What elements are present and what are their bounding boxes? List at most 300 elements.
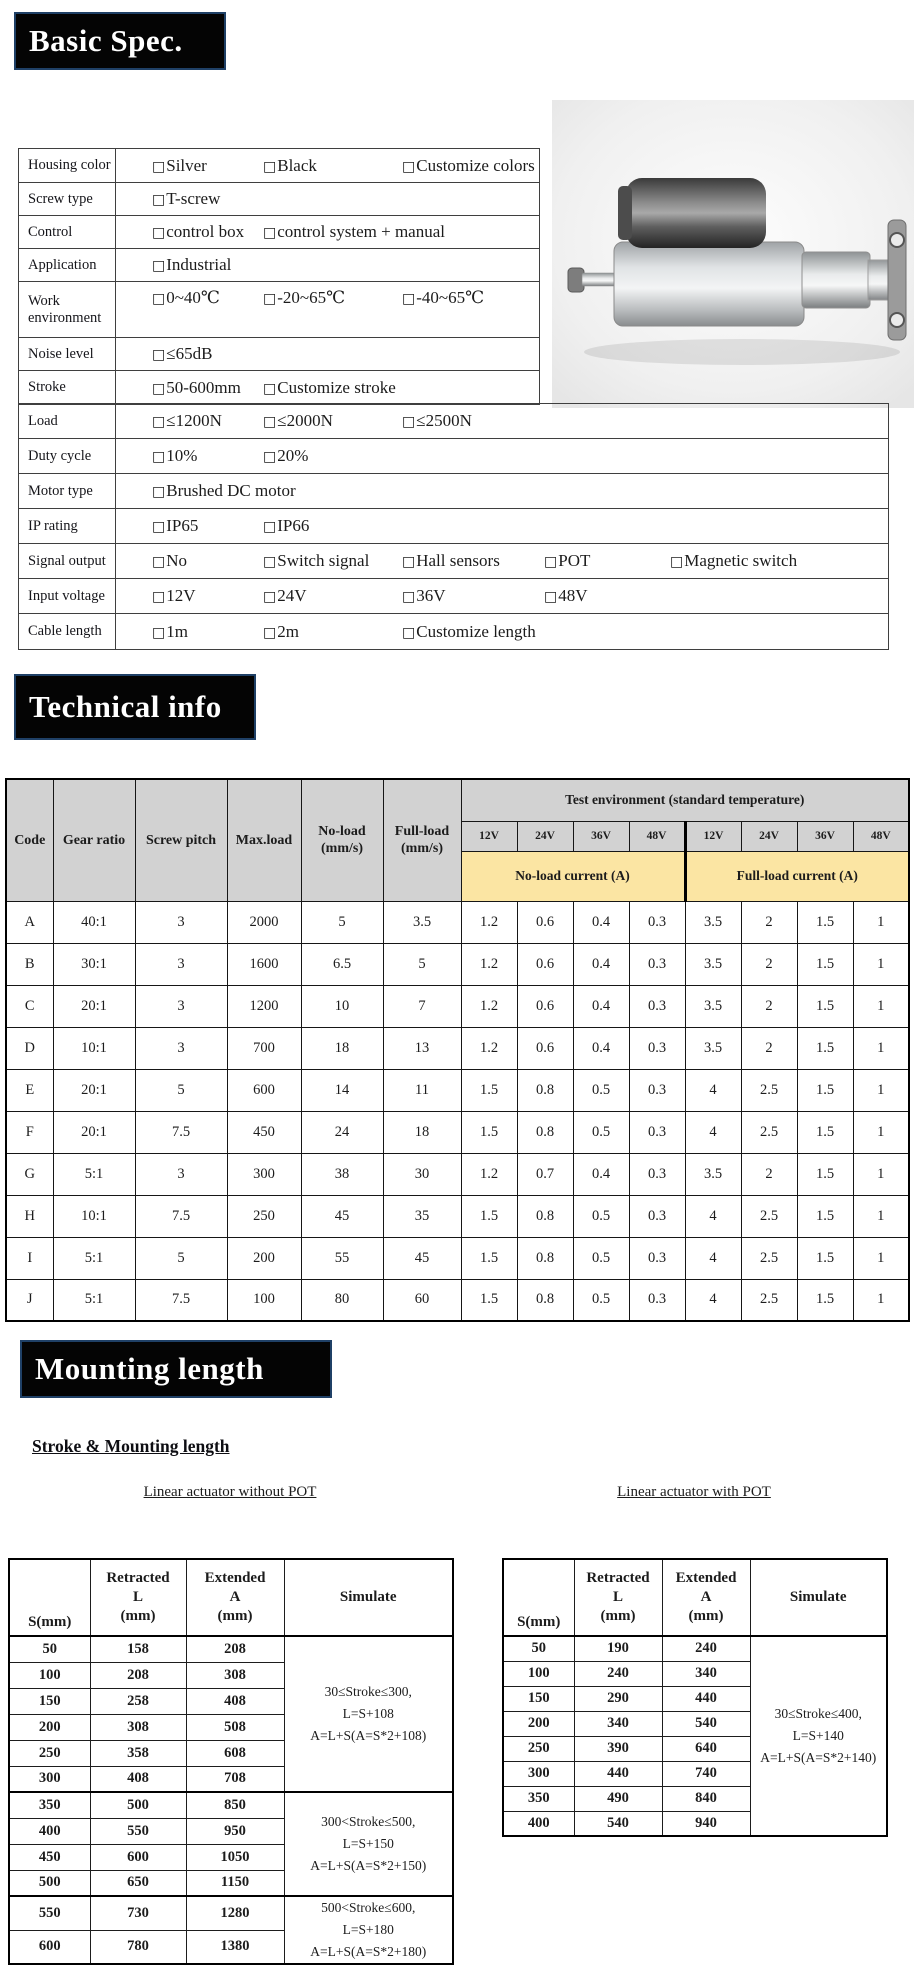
spec-row-options <box>116 404 888 438</box>
test-environment-header: Test environment (standard temperature) <box>461 779 909 821</box>
tech-cell: 24 <box>301 1111 383 1153</box>
tech-cell: 3 <box>135 1153 227 1195</box>
stroke-cell: 440 <box>662 1686 750 1711</box>
tech-cell: 3.5 <box>685 943 741 985</box>
tech-cell: 80 <box>301 1279 383 1321</box>
spec-row-label: Motor type <box>19 474 116 508</box>
tech-cell: B <box>6 943 53 985</box>
spec-row <box>19 282 539 338</box>
spec-row <box>19 371 539 404</box>
tech-cell: 0.6 <box>517 901 573 943</box>
tech-column-header: No-load (mm/s) <box>301 779 383 901</box>
tech-cell: 600 <box>227 1069 301 1111</box>
tech-cell: 0.6 <box>517 985 573 1027</box>
stroke-row <box>503 1636 887 1661</box>
tech-cell: 1.2 <box>461 985 517 1027</box>
tech-column-header: Screw pitch <box>135 779 227 901</box>
spec-option-label: control box <box>166 222 245 241</box>
actuator-motor-cap <box>618 186 632 240</box>
photo-shadow <box>584 339 900 365</box>
tech-cell: 1.5 <box>797 1279 853 1321</box>
stroke-row <box>9 1896 453 1930</box>
stroke-cell: 240 <box>574 1661 662 1686</box>
tech-cell: J <box>6 1279 53 1321</box>
stroke-cell: 500 <box>90 1792 186 1818</box>
spec-option-checkbox[interactable] <box>670 551 797 571</box>
tech-table-row <box>6 985 909 1027</box>
spec-row-label: Cable length <box>19 614 116 649</box>
stroke-mounting-subtitle: Stroke & Mounting length <box>32 1436 230 1456</box>
tech-cell: 1.2 <box>461 1153 517 1195</box>
tech-table-row <box>6 901 909 943</box>
stroke-cell: 1150 <box>186 1870 284 1896</box>
tech-cell: 20:1 <box>53 1111 135 1153</box>
tech-cell: 250 <box>227 1195 301 1237</box>
tech-cell: 1.5 <box>797 901 853 943</box>
current-group-header: Full-load current (A) <box>685 851 909 901</box>
tech-column-header: Code <box>6 779 53 901</box>
tech-cell: 3.5 <box>685 1027 741 1069</box>
spec-option-checkbox[interactable] <box>263 288 402 308</box>
tech-cell: H <box>6 1195 53 1237</box>
tech-cell: 1 <box>853 1027 909 1069</box>
spec-row-options <box>116 579 888 613</box>
spec-option-label: ≤2000N <box>277 411 333 430</box>
tech-cell: 30 <box>383 1153 461 1195</box>
tech-cell: 2.5 <box>741 1195 797 1237</box>
tech-cell: 700 <box>227 1027 301 1069</box>
tech-cell: 0.5 <box>573 1237 629 1279</box>
stroke-cell: 358 <box>90 1740 186 1766</box>
tech-table-row <box>6 1195 909 1237</box>
spec-option-checkbox[interactable] <box>152 189 263 209</box>
checkbox-icon: □ <box>263 291 277 307</box>
spec-option-checkbox[interactable] <box>152 622 263 642</box>
spec-option-label: Industrial <box>166 255 232 274</box>
stroke-cell: 550 <box>9 1896 90 1930</box>
tech-table-row <box>6 943 909 985</box>
spec-row-options <box>116 544 888 578</box>
spec-row <box>19 579 888 614</box>
spec-row-options <box>116 439 888 473</box>
spec-row-options <box>116 338 539 370</box>
tech-cell: 1.5 <box>797 943 853 985</box>
checkbox-icon: □ <box>544 589 558 605</box>
tech-cell: A <box>6 901 53 943</box>
stroke-table-without-pot <box>8 1558 454 1965</box>
tech-cell: 2 <box>741 901 797 943</box>
spec-option-checkbox[interactable] <box>263 222 445 242</box>
tech-cell: 1 <box>853 1195 909 1237</box>
spec-row <box>19 474 888 509</box>
stroke-cell: 730 <box>90 1896 186 1930</box>
actuator-housing <box>614 242 804 326</box>
spec-row-label: Control <box>19 216 116 248</box>
tech-cell: 2000 <box>227 901 301 943</box>
tech-cell: 0.4 <box>573 943 629 985</box>
stroke-cell: 208 <box>90 1662 186 1688</box>
tech-cell: 35 <box>383 1195 461 1237</box>
caption-without-pot-label: Linear actuator without POT <box>143 1484 317 1500</box>
spec-option-checkbox[interactable] <box>152 551 263 571</box>
stroke-cell: 950 <box>186 1818 284 1844</box>
tech-cell: 5 <box>301 901 383 943</box>
tech-cell: 1 <box>853 1069 909 1111</box>
spec-option-checkbox[interactable] <box>263 446 402 466</box>
spec-option-label: -20~65℃ <box>277 288 346 307</box>
spec-option-label: 10% <box>166 446 198 465</box>
tech-cell: 1.5 <box>797 1195 853 1237</box>
stroke-cell: 940 <box>662 1811 750 1836</box>
stroke-cell: 258 <box>90 1688 186 1714</box>
tech-cell: 0.8 <box>517 1069 573 1111</box>
spec-option-label: ≤1200N <box>166 411 222 430</box>
stroke-cell: 390 <box>574 1736 662 1761</box>
tech-table-row <box>6 1111 909 1153</box>
tech-cell: 4 <box>685 1069 741 1111</box>
stroke-header-extended: Extended A (mm) <box>186 1559 284 1636</box>
tech-cell: 1.5 <box>461 1069 517 1111</box>
stroke-row <box>9 1636 453 1662</box>
tech-cell: 45 <box>301 1195 383 1237</box>
spec-row-options <box>116 509 888 543</box>
spec-option-checkbox[interactable] <box>402 156 544 176</box>
tech-cell: 0.8 <box>517 1237 573 1279</box>
spec-option-checkbox[interactable] <box>152 446 263 466</box>
checkbox-icon: □ <box>544 554 558 570</box>
spec-row <box>19 183 539 216</box>
spec-row <box>19 509 888 544</box>
caption-with-pot <box>502 1484 886 1501</box>
product-image <box>552 100 914 408</box>
tech-cell: 450 <box>227 1111 301 1153</box>
checkbox-icon: □ <box>263 225 277 241</box>
spec-row <box>19 404 888 439</box>
spec-row-label: Duty cycle <box>19 439 116 473</box>
simulate-cell: 30≤Stroke≤400, L=S+140 A=L+S(A=S*2+140) <box>750 1636 887 1836</box>
spec-option-checkbox[interactable] <box>402 288 544 308</box>
spec-option-checkbox[interactable] <box>402 551 544 571</box>
spec-option-label: No <box>166 551 188 570</box>
tech-cell: 1 <box>853 1111 909 1153</box>
stroke-header-retracted: Retracted L (mm) <box>574 1559 662 1636</box>
stroke-cell: 1280 <box>186 1896 284 1930</box>
tech-cell: 0.3 <box>629 1195 685 1237</box>
tech-cell: 1.5 <box>797 1111 853 1153</box>
tech-cell: 1 <box>853 901 909 943</box>
tech-cell: 20:1 <box>53 1069 135 1111</box>
tech-cell: D <box>6 1027 53 1069</box>
spec-row <box>19 338 539 371</box>
spec-option-label: Customize length <box>416 621 536 641</box>
stroke-cell: 1050 <box>186 1844 284 1870</box>
tech-cell: 1600 <box>227 943 301 985</box>
spec-option-checkbox[interactable] <box>263 378 402 398</box>
spec-option-label: 24V <box>277 586 307 605</box>
tech-cell: 1 <box>853 1153 909 1195</box>
tech-cell: 0.6 <box>517 1027 573 1069</box>
tech-cell: 0.4 <box>573 985 629 1027</box>
checkbox-icon: □ <box>152 258 166 274</box>
stroke-cell: 50 <box>9 1636 90 1662</box>
checkbox-icon: □ <box>402 589 416 605</box>
stroke-cell: 650 <box>90 1870 186 1896</box>
stroke-cell: 850 <box>186 1792 284 1818</box>
tech-cell: 3 <box>135 901 227 943</box>
spec-option-checkbox[interactable] <box>263 551 402 571</box>
spec-option-label: 50-600mm <box>166 377 241 397</box>
spec-option-checkbox[interactable] <box>152 411 263 431</box>
stroke-group <box>9 1636 453 1792</box>
spec-option-checkbox[interactable] <box>152 516 263 536</box>
current-group-header: No-load current (A) <box>461 851 685 901</box>
tech-cell: 0.3 <box>629 901 685 943</box>
tech-cell: 5:1 <box>53 1279 135 1321</box>
spec-option-checkbox[interactable] <box>402 622 544 642</box>
stroke-cell: 600 <box>90 1844 186 1870</box>
tech-cell: 0.4 <box>573 901 629 943</box>
spec-option-label: Customize stroke <box>277 377 396 397</box>
voltage-header: 24V <box>517 821 573 851</box>
spec-option-label: Brushed DC motor <box>166 481 296 500</box>
tech-cell: E <box>6 1069 53 1111</box>
stroke-cell: 340 <box>662 1661 750 1686</box>
tech-table-row <box>6 1027 909 1069</box>
spec-row <box>19 614 888 649</box>
stroke-cell: 708 <box>186 1766 284 1792</box>
spec-option-checkbox[interactable] <box>152 481 296 501</box>
stroke-cell: 400 <box>503 1811 574 1836</box>
tech-cell: 7.5 <box>135 1195 227 1237</box>
tech-cell: 5 <box>135 1237 227 1279</box>
checkbox-icon: □ <box>263 589 277 605</box>
spec-option-label: control system + manual <box>277 222 445 241</box>
tech-cell: 200 <box>227 1237 301 1279</box>
stroke-cell: 190 <box>574 1636 662 1661</box>
spec-option-label: 0~40℃ <box>166 288 220 307</box>
checkbox-icon: □ <box>152 589 166 605</box>
spec-row-label: Application <box>19 249 116 281</box>
spec-option-checkbox[interactable] <box>152 222 263 242</box>
stroke-cell: 250 <box>503 1736 574 1761</box>
stroke-cell: 780 <box>90 1930 186 1964</box>
tech-cell: 300 <box>227 1153 301 1195</box>
spec-option-checkbox[interactable] <box>402 411 544 431</box>
spec-option-checkbox[interactable] <box>152 378 263 398</box>
spec-option-checkbox[interactable] <box>263 156 402 176</box>
voltage-header: 24V <box>741 821 797 851</box>
spec-option-checkbox[interactable] <box>263 411 402 431</box>
spec-row <box>19 544 888 579</box>
stroke-table-with-pot <box>502 1558 888 1837</box>
tech-cell: 100 <box>227 1279 301 1321</box>
spec-row-options <box>116 614 888 649</box>
stroke-cell: 350 <box>9 1792 90 1818</box>
stroke-header-s: S(mm) <box>9 1559 90 1636</box>
spec-option-label: 12V <box>166 586 196 605</box>
section-title-technical-info: Technical info <box>14 674 256 740</box>
checkbox-icon: □ <box>152 484 166 500</box>
tech-cell: 1.5 <box>797 1069 853 1111</box>
checkbox-icon: □ <box>263 519 277 535</box>
basic-spec-table-bottom <box>18 403 889 650</box>
tech-table-row <box>6 1279 909 1321</box>
tech-cell: 2.5 <box>741 1111 797 1153</box>
spec-row-label: Screw type <box>19 183 116 215</box>
tech-cell: F <box>6 1111 53 1153</box>
tech-cell: 10:1 <box>53 1027 135 1069</box>
stroke-cell: 840 <box>662 1786 750 1811</box>
tech-cell: 1.5 <box>461 1237 517 1279</box>
bracket-hole-top <box>890 233 904 247</box>
stroke-cell: 508 <box>186 1714 284 1740</box>
spec-option-checkbox[interactable] <box>152 586 263 606</box>
stroke-cell: 240 <box>662 1636 750 1661</box>
tech-cell: 0.4 <box>573 1153 629 1195</box>
tech-cell: 10:1 <box>53 1195 135 1237</box>
spec-row <box>19 439 888 474</box>
checkbox-icon: □ <box>402 554 416 570</box>
section-title-mounting-length: Mounting length <box>20 1340 332 1398</box>
tech-cell: 1 <box>853 985 909 1027</box>
spec-row-options <box>116 249 539 281</box>
spec-option-checkbox[interactable] <box>402 586 544 606</box>
spec-option-label: IP66 <box>277 516 310 535</box>
spec-option-label: T-screw <box>166 189 221 208</box>
spec-option-label: 48V <box>558 586 588 605</box>
spec-row-options <box>116 474 888 508</box>
checkbox-icon: □ <box>263 158 277 175</box>
checkbox-icon: □ <box>152 225 166 241</box>
tech-cell: 11 <box>383 1069 461 1111</box>
spec-option-label: 36V <box>416 586 446 605</box>
stroke-cell: 50 <box>503 1636 574 1661</box>
tech-cell: 1.5 <box>797 985 853 1027</box>
spec-row-label: Noise level <box>19 338 116 370</box>
tech-cell: 5 <box>383 943 461 985</box>
tech-cell: 40:1 <box>53 901 135 943</box>
stroke-cell: 308 <box>186 1662 284 1688</box>
spec-option-checkbox[interactable] <box>263 516 402 536</box>
spec-row <box>19 216 539 249</box>
stroke-group <box>9 1792 453 1896</box>
tech-cell: 4 <box>685 1195 741 1237</box>
spec-option-checkbox[interactable] <box>544 551 670 571</box>
stroke-cell: 150 <box>9 1688 90 1714</box>
spec-option-checkbox[interactable] <box>263 622 402 642</box>
technical-info-table <box>5 778 910 1322</box>
spec-row-label: Housing color <box>19 149 116 182</box>
spec-row-options <box>116 216 539 248</box>
tech-cell: 0.5 <box>573 1069 629 1111</box>
actuator-rear-clevis <box>568 268 584 292</box>
tech-cell: 0.3 <box>629 985 685 1027</box>
spec-row-options <box>116 149 544 182</box>
tech-cell: 0.8 <box>517 1111 573 1153</box>
stroke-cell: 200 <box>503 1711 574 1736</box>
checkbox-icon: □ <box>670 554 684 570</box>
spec-option-label: Black <box>277 155 317 175</box>
tech-cell: 30:1 <box>53 943 135 985</box>
tech-table-row <box>6 1237 909 1279</box>
tech-cell: 0.7 <box>517 1153 573 1195</box>
spec-option-label: ≤2500N <box>416 411 472 430</box>
checkbox-icon: □ <box>263 554 277 570</box>
checkbox-icon: □ <box>152 158 166 175</box>
checkbox-icon: □ <box>402 414 416 430</box>
checkbox-icon: □ <box>263 449 277 465</box>
stroke-cell: 300 <box>9 1766 90 1792</box>
spec-option-checkbox[interactable] <box>152 255 263 275</box>
tech-cell: 0.5 <box>573 1111 629 1153</box>
voltage-header: 48V <box>853 821 909 851</box>
spec-option-label: Hall sensors <box>416 551 500 570</box>
tech-cell: 7.5 <box>135 1111 227 1153</box>
spec-row-label: Stroke <box>19 371 116 404</box>
stroke-cell: 408 <box>186 1688 284 1714</box>
tech-cell: 2.5 <box>741 1237 797 1279</box>
tech-cell: 1.2 <box>461 943 517 985</box>
spec-row <box>19 249 539 282</box>
tech-column-header: Max.load <box>227 779 301 901</box>
stroke-cell: 350 <box>503 1786 574 1811</box>
tech-cell: 38 <box>301 1153 383 1195</box>
stroke-cell: 550 <box>90 1818 186 1844</box>
checkbox-icon: □ <box>152 347 166 363</box>
checkbox-icon: □ <box>152 192 166 208</box>
spec-option-checkbox[interactable] <box>152 288 263 308</box>
stroke-cell: 300 <box>503 1761 574 1786</box>
spec-option-checkbox[interactable] <box>152 344 263 364</box>
spec-option-label: Customize colors <box>416 155 535 175</box>
tech-cell: 4 <box>685 1111 741 1153</box>
stroke-cell: 150 <box>503 1686 574 1711</box>
tech-cell: 55 <box>301 1237 383 1279</box>
tech-cell: 2 <box>741 943 797 985</box>
tech-cell: 2.5 <box>741 1069 797 1111</box>
checkbox-icon: □ <box>402 291 416 307</box>
spec-option-checkbox[interactable] <box>544 586 670 606</box>
tech-table-row <box>6 1153 909 1195</box>
spec-option-checkbox[interactable] <box>152 156 263 176</box>
tech-cell: 0.3 <box>629 1111 685 1153</box>
stroke-cell: 490 <box>574 1786 662 1811</box>
stroke-cell: 200 <box>9 1714 90 1740</box>
tech-cell: 5:1 <box>53 1237 135 1279</box>
tech-cell: 1.5 <box>797 1153 853 1195</box>
stroke-header-simulate: Simulate <box>284 1559 453 1636</box>
section-title-basic-spec: Basic Spec. <box>14 12 226 70</box>
tech-cell: 2 <box>741 1153 797 1195</box>
spec-row <box>19 149 539 183</box>
caption-without-pot <box>8 1484 452 1501</box>
spec-option-checkbox[interactable] <box>263 586 402 606</box>
tech-cell: 1.5 <box>461 1195 517 1237</box>
tech-cell: 1.2 <box>461 901 517 943</box>
stroke-cell: 308 <box>90 1714 186 1740</box>
tech-cell: 0.4 <box>573 1027 629 1069</box>
simulate-cell: 300<Stroke≤500, L=S+150 A=L+S(A=S*2+150) <box>284 1792 453 1896</box>
checkbox-icon: □ <box>152 380 166 397</box>
stroke-cell: 500 <box>9 1870 90 1896</box>
stroke-cell: 450 <box>9 1844 90 1870</box>
voltage-header: 12V <box>685 821 741 851</box>
tech-column-header: Full-load (mm/s) <box>383 779 461 901</box>
stroke-cell: 290 <box>574 1686 662 1711</box>
checkbox-icon: □ <box>152 519 166 535</box>
stroke-cell: 600 <box>9 1930 90 1964</box>
tech-cell: 1.5 <box>461 1279 517 1321</box>
